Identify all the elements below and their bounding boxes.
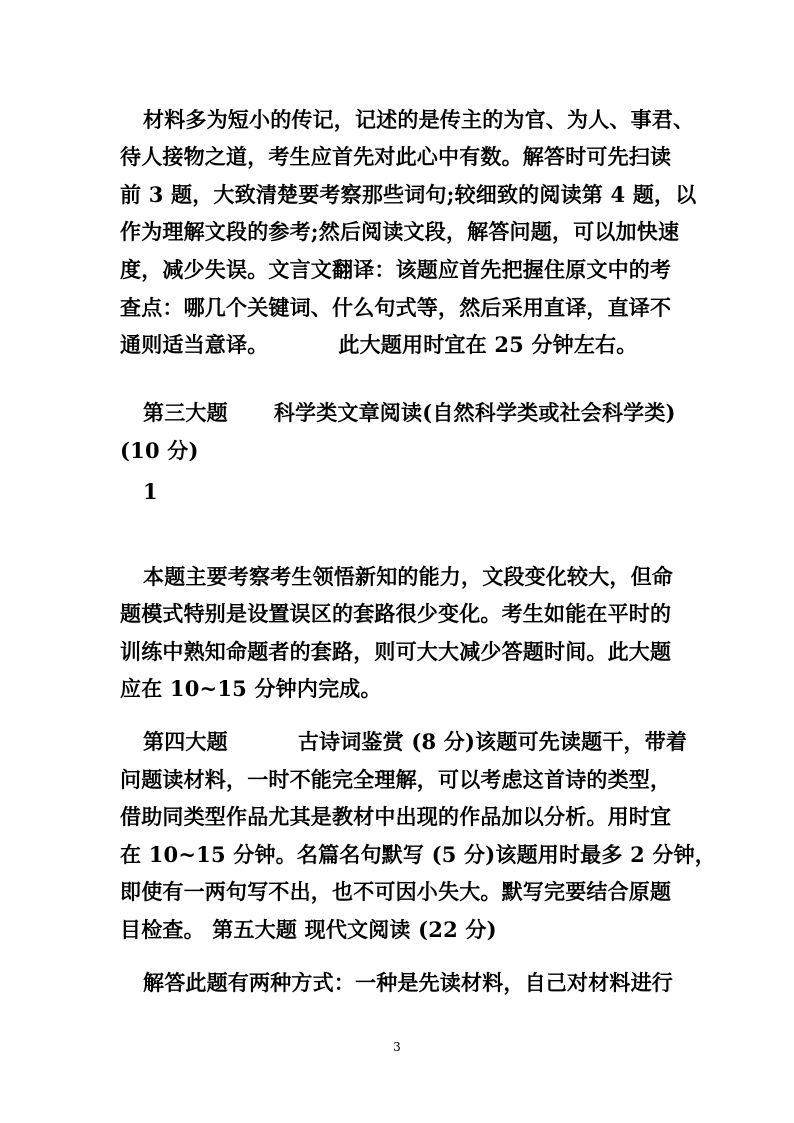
paragraph-1-line-7 (120, 330, 680, 360)
paragraph-1-line-2: 待人接物之道，考生应首先对此心中有数。解答时可先扫读 (120, 144, 672, 169)
section-3-label: 第三大题 (143, 400, 228, 425)
paragraph-1-line-7-start: 通则适当意译。 (120, 332, 269, 357)
section-4-label: 第四大题 (143, 729, 228, 754)
paragraph-1-line-1: 材料多为短小的传记，记述的是传主的为官、为人、事君、 (143, 107, 695, 132)
paragraph-1-line-6: 查点：哪几个关键词、什么句式等，然后采用直译，直译不 (120, 295, 672, 320)
paragraph-3-line-1 (143, 727, 703, 757)
page-number: 3 (393, 1040, 401, 1054)
paragraph-3-line-5: 即使有一两句写不出，也不可因小失大。默写完要结合原题 (120, 879, 672, 904)
section-3-item-number: 1 (143, 479, 158, 504)
paragraph-3-line-4: 在 10~15 分钟。名篇名句默写 (5 分)该题用时最多 2 分钟， (120, 842, 717, 867)
paragraph-1-line-7-end: 此大题用时宜在 25 分钟左右。 (338, 332, 638, 357)
paragraph-1-line-3: 前 3 题，大致清楚要考察那些词句;较细致的阅读第 4 题，以 (120, 182, 697, 207)
paragraph-1-line-4: 作为理解文段的参考;然后阅读文段，解答问题，可以加快速 (120, 219, 680, 244)
paragraph-1-line-5: 度，减少失误。文言文翻译：该题应首先把握住原文中的考 (120, 257, 672, 282)
section-3-title: 科学类文章阅读(自然科学类或社会科学类) (273, 400, 676, 425)
paragraph-3-line-6: 目检查。 第五大题 现代文阅读 (22 分) (120, 917, 497, 942)
paragraph-3-line-1-rest: 古诗词鉴赏 (8 分)该题可先读题干，带着 (297, 729, 688, 754)
paragraph-2-line-4: 应在 10~15 分钟内完成。 (120, 676, 382, 701)
section-3-heading (143, 398, 703, 428)
paragraph-2-line-2: 题模式特别是设置误区的套路很少变化。考生如能在平时的 (120, 601, 672, 626)
paragraph-3-line-3: 借助同类型作品尤其是教材中出现的作品加以分析。用时宜 (120, 804, 672, 829)
paragraph-2-line-1: 本题主要考察考生领悟新知的能力，文段变化较大，但命 (143, 564, 673, 589)
section-3-score: (10 分) (120, 438, 199, 463)
paragraph-3-line-2: 问题读材料，一时不能完全理解，可以考虑这首诗的类型， (120, 767, 672, 792)
paragraph-4-line-1: 解答此题有两种方式：一种是先读材料，自己对材料进行 (143, 970, 673, 995)
paragraph-2-line-3: 训练中熟知命题者的套路，则可大大减少答题时间。此大题 (120, 639, 672, 664)
